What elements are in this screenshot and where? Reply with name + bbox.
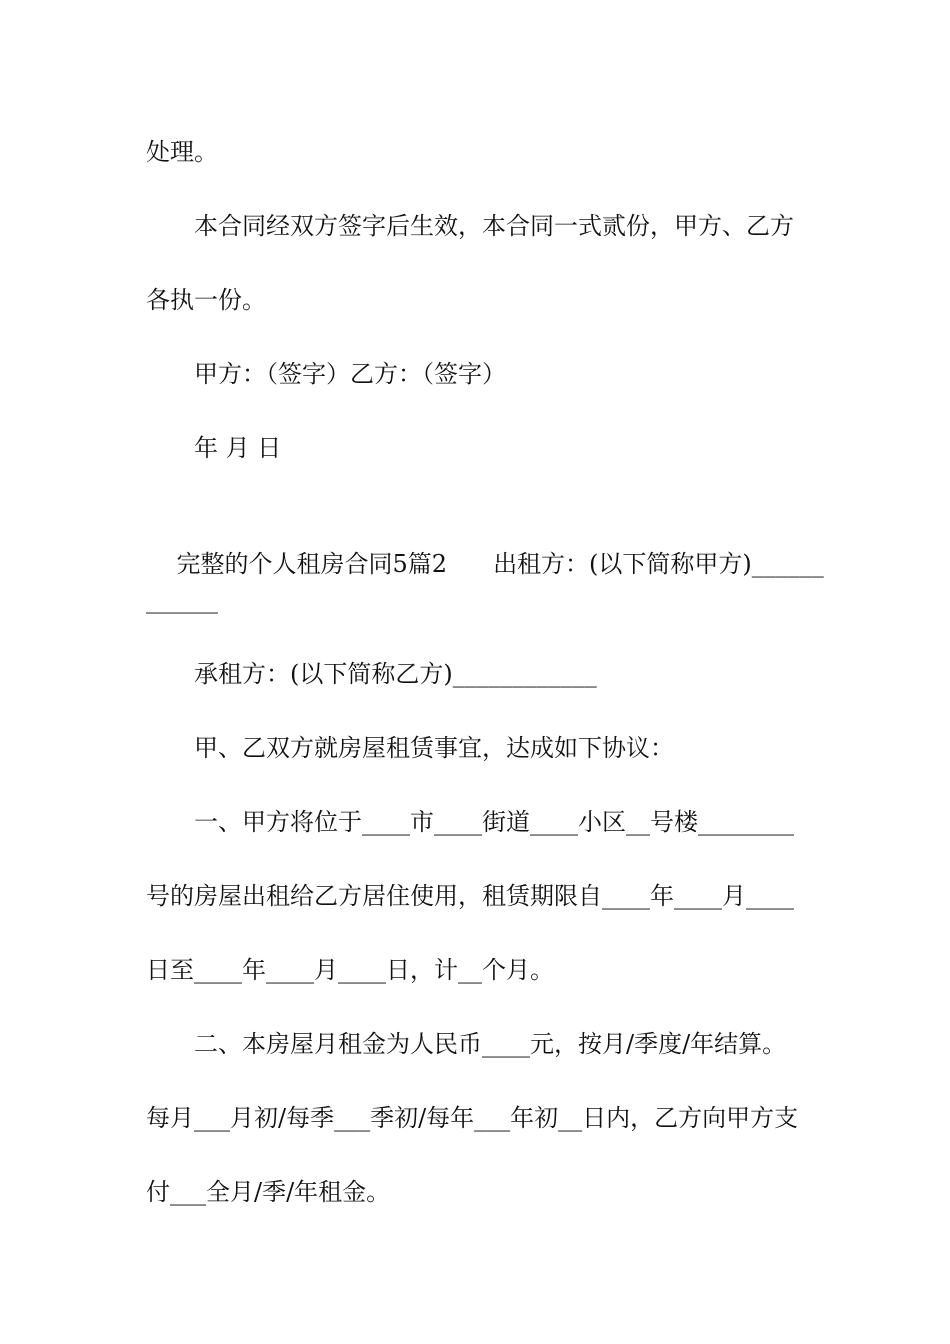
clause-one-line: 一、甲方将位于____市____街道____小区__号楼________ (194, 808, 794, 836)
clause-one-line: 号的房屋出租给乙方居住使用，租赁期限自____年____月____ (146, 882, 794, 910)
section-title: 完整的个人租房合同5篇2 (176, 550, 448, 578)
clause-two-line: 二、本房屋月租金为人民币____元，按月/季度/年结算。 (194, 1030, 787, 1058)
section-title-line (146, 504, 824, 578)
clause-one-line: 日至____年____月____日，计__个月。 (146, 956, 554, 984)
clause-two-line: 每月___月初/每季___季初/每年___年初__日内，乙方向甲方支 (146, 1104, 799, 1132)
text-line: 本合同经双方签字后生效，本合同一式贰份，甲方、乙方 (194, 212, 794, 240)
text-line: 处理。 (146, 138, 218, 166)
blank-line: ______ (146, 586, 218, 614)
clause-two-line: 付___全月/季/年租金。 (146, 1178, 391, 1206)
lessor-label: 出租方：(以下简称甲方)______ (493, 550, 824, 578)
text-line: 甲、乙双方就房屋租赁事宜，达成如下协议： (194, 734, 674, 762)
text-line: 各执一份。 (146, 286, 266, 314)
lessee-label: 承租方：(以下简称乙方)____________ (194, 660, 597, 688)
date-line: 年 月 日 (194, 434, 282, 462)
signature-line: 甲方：（签字）乙方：（签字） (194, 360, 506, 388)
